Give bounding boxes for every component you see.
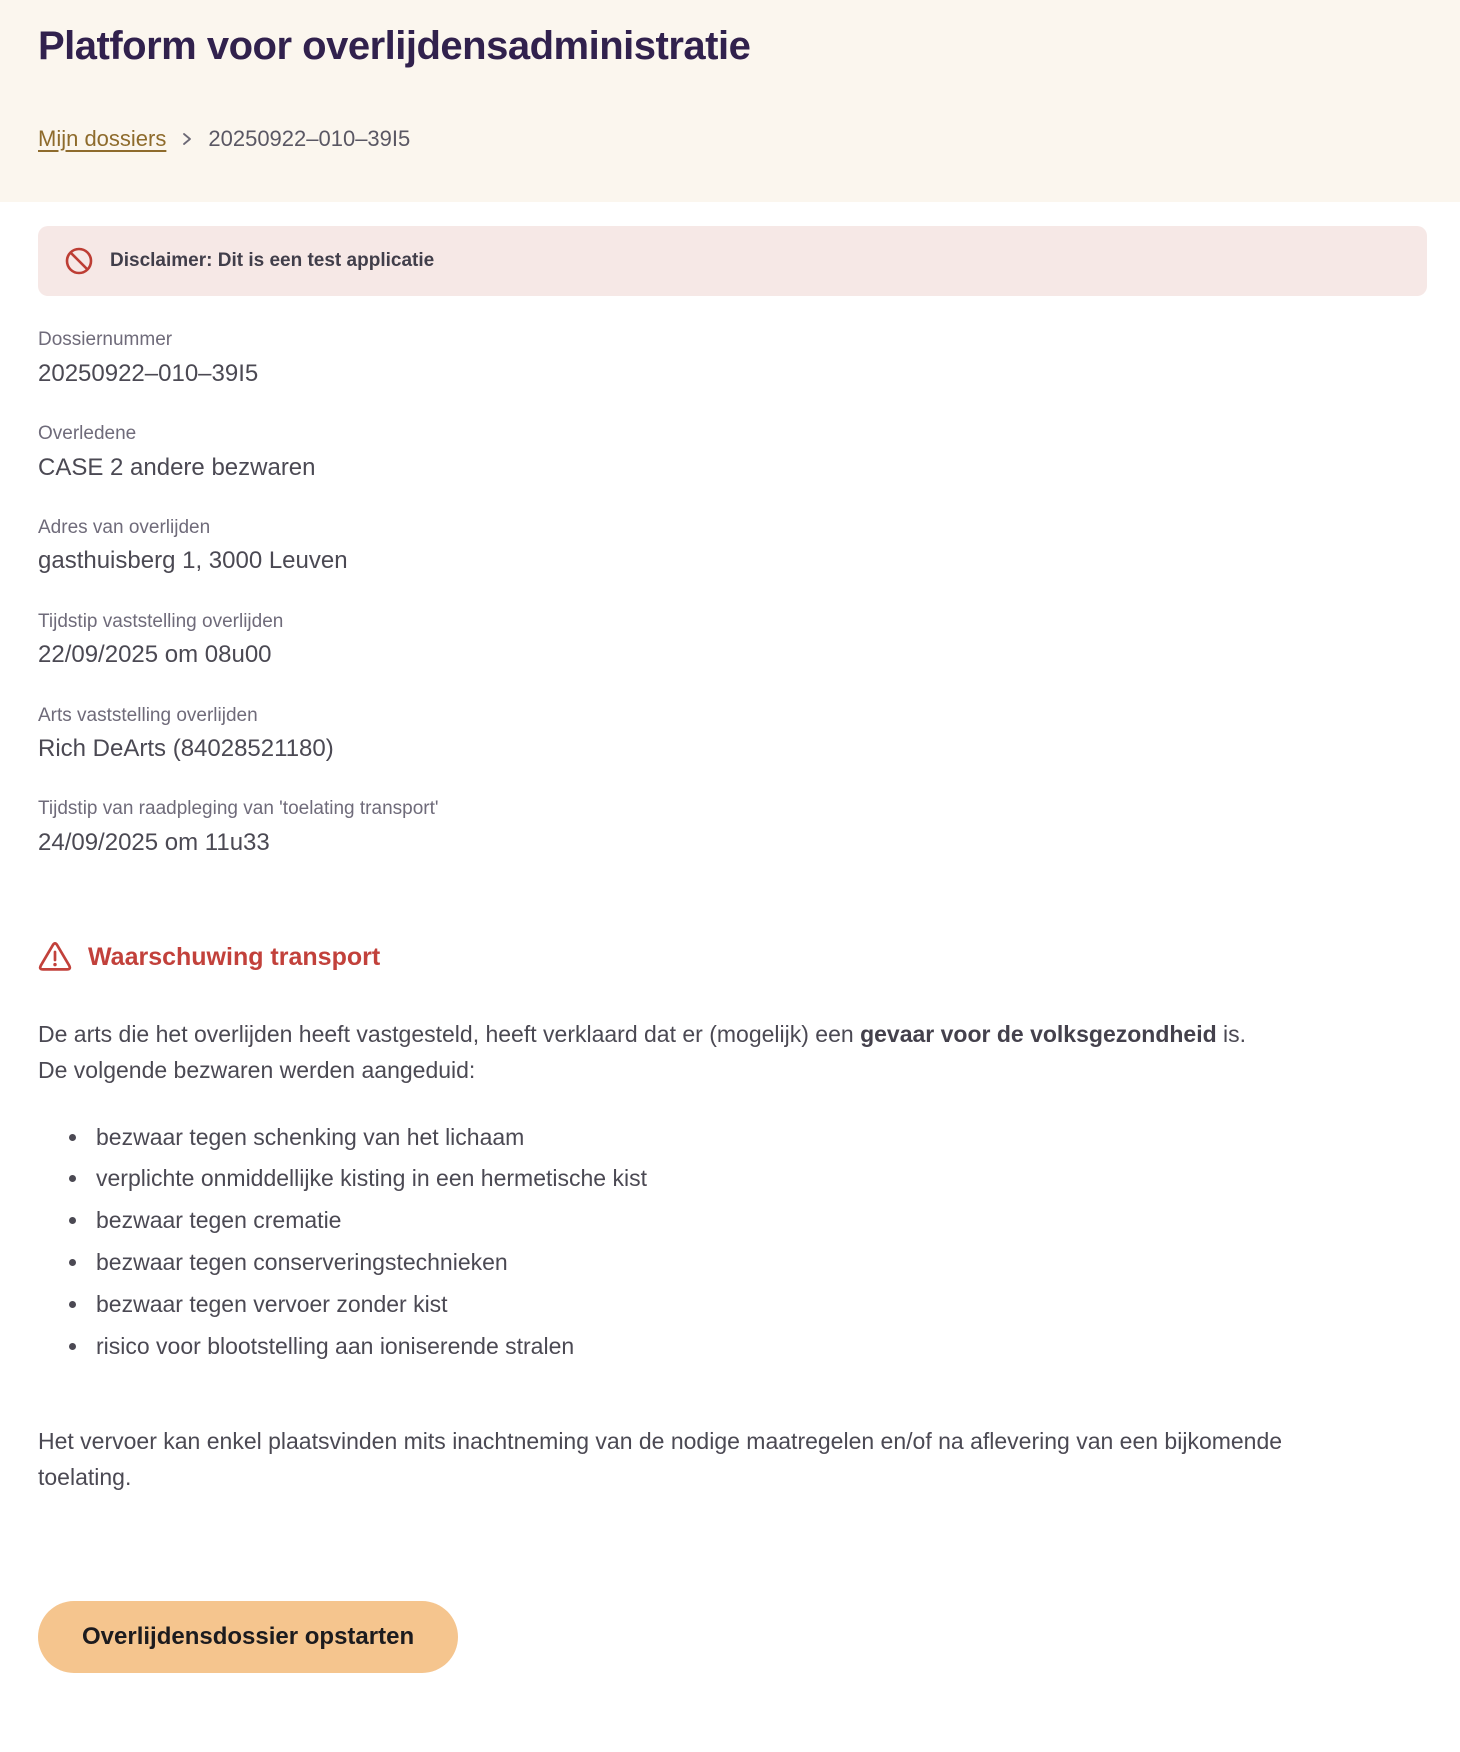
field-tijdstip-vaststelling [38, 610, 1422, 671]
objection-item: • verplichte onmiddellijke kisting in een hermetische kist [90, 1164, 1422, 1194]
field-label: Dossiernummer [38, 329, 173, 350]
warning-triangle-icon [38, 941, 72, 973]
warning-heading [38, 941, 1422, 973]
field-adres-van-overlijden [38, 516, 1422, 577]
objection-item: • bezwaar tegen vervoer zonder kist [90, 1290, 1422, 1320]
actions-bar [0, 1495, 1460, 1713]
prohibition-icon [64, 246, 94, 276]
disclaimer-banner [38, 226, 1427, 296]
field-arts-vaststelling [38, 704, 1422, 765]
field-value: CASE 2 andere bezwaren [38, 453, 316, 481]
warning-outro-paragraph: Het vervoer kan enkel plaatsvinden mits inachtneming van de nodige maatregelen en/of na aflevering van een bijkomende toelating. [38, 1427, 1283, 1490]
page-header [0, 0, 1460, 202]
chevron-right-icon [180, 128, 194, 150]
field-value: 22/09/2025 om 08u00 [38, 641, 272, 669]
field-label: Overledene [38, 422, 137, 444]
breadcrumb-current-dossier: 20250922–010–39I5 [208, 126, 411, 151]
page-title: Platform voor overlijdensadministratie [38, 24, 751, 68]
objections-list [38, 1123, 1422, 1362]
breadcrumb-link-mijn-dossiers[interactable]: Mijn dossiers [38, 126, 167, 151]
field-dossiernummer [38, 328, 1422, 389]
field-label: Tijdstip van raadpleging van 'toelating transport' [38, 798, 439, 820]
field-overledene [38, 422, 1422, 483]
objection-item: • bezwaar tegen crematie [90, 1206, 1422, 1236]
breadcrumb [38, 126, 1422, 152]
field-value: 20250922–010–39I5 [38, 359, 259, 387]
objection-item: • bezwaar tegen schenking van het lichaam [90, 1123, 1422, 1153]
field-value: 24/09/2025 om 11u33 [38, 829, 270, 857]
transport-warning-section [0, 891, 1460, 1495]
warning-title: Waarschuwing transport [88, 942, 381, 971]
field-value: Rich DeArts (84028521180) [38, 735, 334, 763]
field-tijdstip-raadpleging [38, 797, 1422, 858]
field-label: Adres van overlijden [38, 516, 211, 538]
warning-intro-text-after: is. De volgende bezwaren werden aangeduid: [38, 1021, 1247, 1083]
field-label: Arts vaststelling overlijden [38, 704, 258, 726]
objection-item: • risico voor blootstelling aan ioniserende stralen [90, 1332, 1422, 1362]
warning-intro-bold-text: gevaar voor de volksgezondheid [860, 1021, 1217, 1048]
warning-intro-paragraph [38, 1017, 1278, 1088]
objection-item: • bezwaar tegen conserveringstechnieken [90, 1248, 1422, 1278]
start-dossier-button[interactable]: Overlijdensdossier opstarten [38, 1601, 458, 1673]
warning-intro-text: De arts die het overlijden heeft vastgesteld, heeft verklaard dat er (mogelijk) een [38, 1021, 861, 1048]
disclaimer-text: Disclaimer: Dit is een test applicatie [110, 250, 435, 271]
field-label: Tijdstip vaststelling overlijden [38, 610, 284, 632]
dossier-details [0, 296, 1460, 858]
field-value: gasthuisberg 1, 3000 Leuven [38, 547, 348, 575]
